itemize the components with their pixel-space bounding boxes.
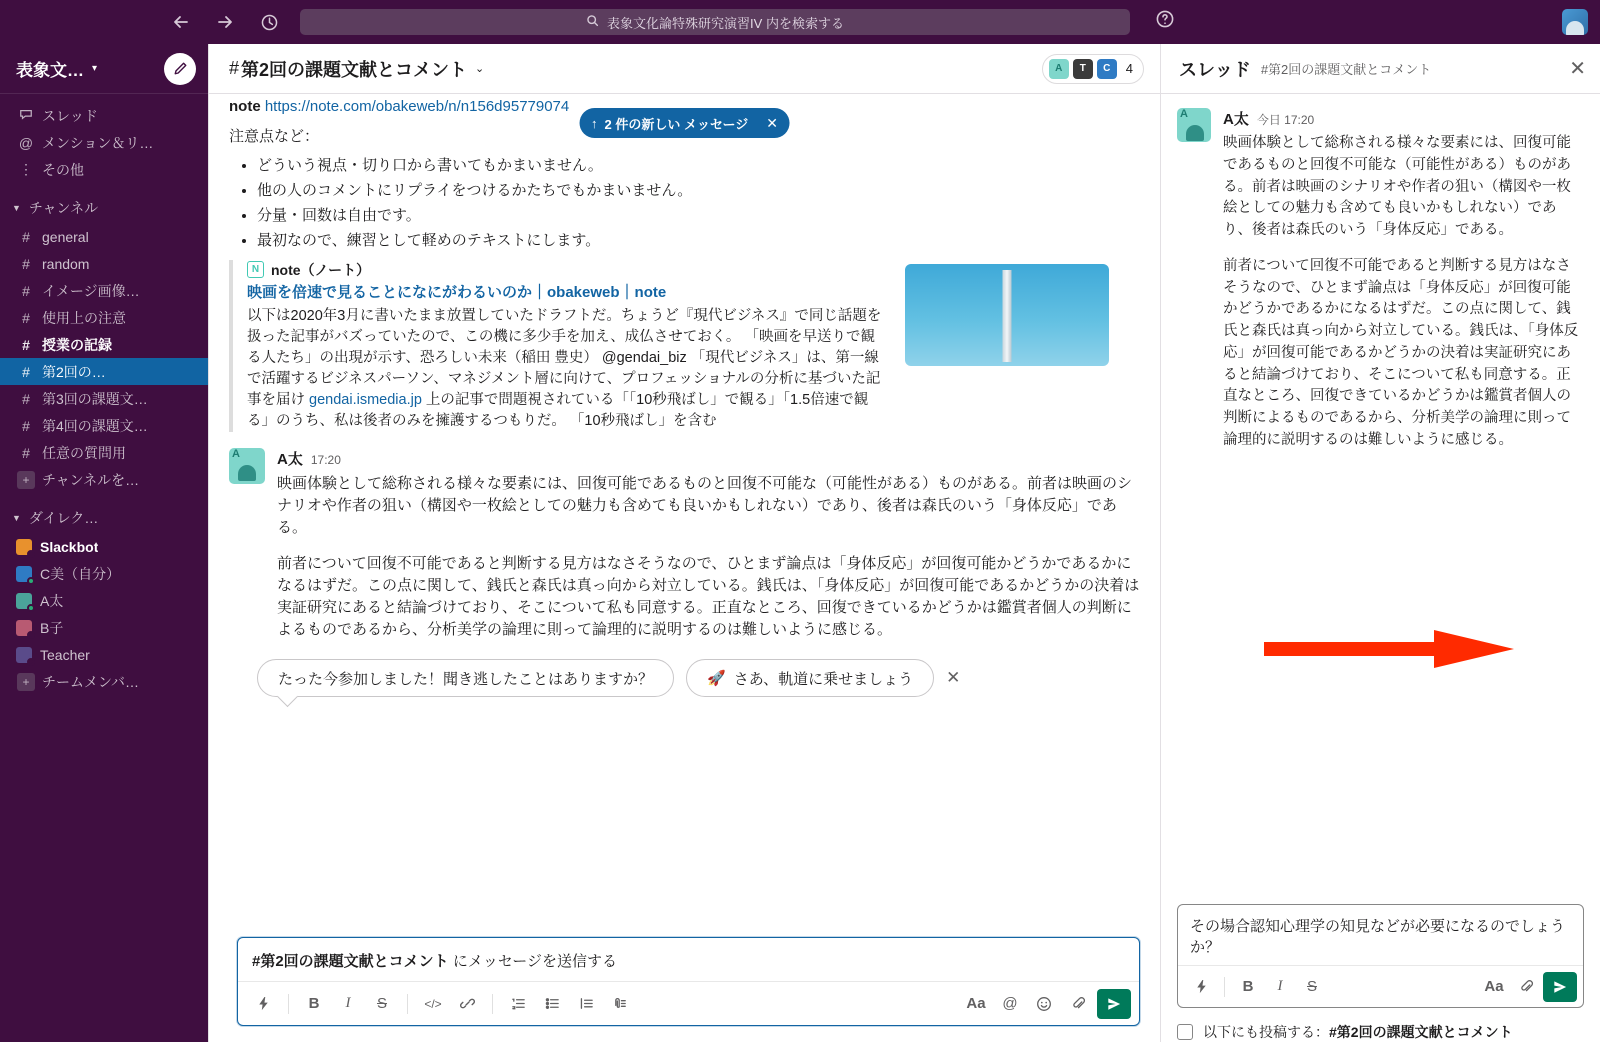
tower-shape [1003,270,1012,362]
sidebar-item-label: general [42,228,89,245]
app-body [0,44,1600,1042]
list-item: • 分量・回数は自由です。 [257,204,1140,225]
sidebar-item-label: A太 [40,592,64,609]
link-preview-thumbnail[interactable] [905,264,1109,366]
note-icon: N [247,261,264,278]
shortcuts-lightning-icon[interactable] [1186,972,1216,1002]
divider [1224,977,1225,997]
prompt-get-started[interactable] [686,659,934,697]
message-content [277,448,1140,641]
shortcuts-lightning-icon[interactable] [248,989,278,1019]
snippet-icon[interactable] [605,989,635,1019]
also-send-checkbox[interactable] [1177,1024,1193,1040]
description-part-2: 上の記事で問題視されている「「10秒飛ばし」で観る」「1.5倍速で観る」のうち、私は後者のみを擁護するつもりだ。 「10秒飛ばし」を含む [247,392,869,430]
attach-icon[interactable] [1063,989,1093,1019]
message-list[interactable] [209,94,1160,933]
channels-section-label: チャンネル [28,200,99,216]
also-send-to-channel-row[interactable] [1177,1022,1584,1042]
nav-buttons [170,11,280,33]
format-toggle-button[interactable]: Aa [1484,978,1504,995]
thread-header [1161,44,1600,94]
sidebar-item-label: 使用上の注意 [42,309,126,326]
history-clock-icon[interactable] [258,11,280,33]
italic-button[interactable]: I [345,995,351,1011]
message-timestamp: 17:20 [310,453,341,468]
help-icon[interactable] [1155,9,1175,35]
sidebar [0,44,208,1042]
sidebar-dm-teacher[interactable] [0,641,208,668]
attach-icon[interactable] [1511,972,1541,1002]
bold-button[interactable]: B [1242,978,1254,995]
hash-icon: # [22,417,30,434]
avatar [1049,59,1069,79]
message-paragraph: 映画体験として総称される様々な要素には、回復可能であるものと回復不可能な（可能性がある）ものがある。前者は映画のシナリオや作者の狙い（構図や一枚絵としての魅力も含めても良いかもしれない）であり、後者は森氏のいう「身体反応」である。 [1223,135,1571,238]
prompt-label: さあ、軌道に乗せましょう [733,670,914,688]
link-preview [229,260,1109,432]
sidebar-item-label: 第3回の課題文… [42,390,148,407]
thread-message-item [1177,108,1584,452]
notice-bullet-list [229,154,1140,250]
plus-icon: + [16,471,36,489]
channel-header [209,44,1160,94]
message-paragraph: 前者について回復不可能であると判断する見方はなさそうなので、ひとまず論点は「身体反応」が回復可能かどうかであるかになるはずだ。この点に関して、銭氏と森氏は真っ向から対立している。銭氏は、「身体反応」が回復可能であるかどうかの決着は実証研究にあると結論づけており、そこについて私も同意する。正直なところ、回復できているかどうかは鑑賞者個人の判断によるものであるから、分析美学の論理に則って論理的に説明するのは難しいように感じる。 [277,555,1140,639]
list-item: • どういう視点・切り口から書いてもかまいません。 [257,154,1140,175]
rocket-icon: 🚀 [707,670,726,688]
sidebar-channel-session2[interactable] [0,358,208,385]
thread-channel-name[interactable]: #第2回の課題文献とコメント [1260,62,1432,77]
message-author[interactable]: A太 [277,451,303,469]
more-vertical-icon: ⋮ [19,161,33,177]
sidebar-item-label: その他 [42,161,84,178]
avatar [16,566,32,582]
description-part-1: 以下は2020年3月に書いたまま放置していたドラフトだ。ちょうど『現代ビジネス』で同じ話題を扱った記事がバズっていたので、この機に多少手を加え、成仏させておく。 「映画を早送りで観る人たち」の出現が示す、恐ろしい未来（稲田 豊史） @gendai_biz 「現代ビジネス」は、第一線で活躍するビジネスパーソン、マネジメント層に向けて、プロフェッショナルの分析に基づいた記事を届け [247,308,882,409]
blockquote-icon[interactable] [571,989,601,1019]
strikethrough-button[interactable]: S [1306,978,1317,995]
italic-button[interactable]: I [1277,978,1283,994]
thread-message-list [1161,94,1600,886]
sidebar-item-more[interactable] [0,156,208,183]
message-header [277,448,1140,469]
prompt-label: たった今参加しました！聞き逃したことはありますか？ [278,670,654,688]
emoji-icon[interactable] [1029,989,1059,1019]
message-input[interactable] [238,938,1139,981]
sidebar-item-label: イメージ画像… [42,282,140,299]
sidebar-item-label: 授業の記録 [42,336,112,353]
hash-icon: # [22,228,30,245]
sidebar-item-label: 任意の質問用 [42,444,126,461]
workspace-header[interactable] [0,44,208,94]
sidebar-channel-usage-notes[interactable] [0,304,208,331]
message-link[interactable]: https://note.com/obakeweb/n/n156d95779074 [264,98,570,115]
chevron-down-icon: ⌄ [475,63,485,75]
close-icon[interactable]: ✕ [1569,58,1586,80]
hash-icon: # [229,58,240,78]
code-button[interactable]: </> [424,996,442,1011]
sidebar-item-label: random [42,255,90,272]
avatar-initial: C [1103,63,1111,74]
sidebar-item-label: 第2回の… [42,363,106,380]
dm-section-header[interactable] [0,503,208,533]
thread-reply-input[interactable] [1178,905,1583,965]
thread-panel [1160,44,1600,1042]
also-send-label-wrap [1203,1022,1513,1042]
link-preview-service [247,260,889,280]
thread-composer-toolbar [1178,965,1583,1007]
thread-send-button[interactable] [1543,972,1577,1002]
channels-section-header[interactable] [0,193,208,223]
hash-icon: # [22,282,30,299]
hash-icon: # [22,444,30,461]
divider [288,994,289,1014]
composer-toolbar [238,981,1139,1025]
link-preview-description [247,306,889,432]
composer-placeholder-rest: にメッセージを送信する [448,953,617,970]
sidebar-item-mentions[interactable] [0,129,208,156]
thread-reply-value: その場合認知心理学の知見などが必要になるのでしょうか？ [1190,918,1566,956]
sidebar-item-label: B子 [40,619,64,636]
sidebar-add-teammember[interactable] [0,668,208,695]
message-item [229,436,1140,643]
thread-title: スレッド [1179,59,1251,80]
plus-icon: + [16,673,36,691]
strikethrough-button[interactable]: S [376,995,387,1012]
close-icon[interactable]: ✕ [946,668,961,688]
link-preview-service-name: note（ノート） [271,261,371,278]
chevron-down-icon: ▼ [12,203,21,213]
chevron-down-icon: ▼ [12,513,21,523]
sidebar-item-label: メンション＆リ… [42,134,154,151]
close-icon[interactable]: ✕ [766,114,778,131]
forward-arrow-icon[interactable] [214,11,236,33]
sidebar-dm-self[interactable] [0,560,208,587]
channel-title[interactable] [229,56,484,82]
link-prefix: note [229,98,261,115]
sidebar-item-label: Slackbot [40,538,99,555]
sidebar-item-label: チームメンバ… [42,673,140,690]
sidebar-channel-general[interactable] [0,223,208,250]
workspace-name: 表象文… [16,61,84,80]
sidebar-item-label: C美（自分） [40,565,121,582]
bold-button[interactable]: B [308,995,320,1012]
message-author[interactable]: A太 [1223,111,1249,128]
message-paragraph: 映画体験として総称される様々な要素には、回復可能であるものと回復不可能な（可能性がある）ものがある。前者は映画のシナリオや作者の狙い（構図や一枚絵としての魅力も含めても良いかもしれない）であり、後者は森氏のいう「身体反応」である。 [277,475,1133,537]
avatar[interactable] [229,448,265,484]
search-icon [586,14,599,30]
prompt-just-joined[interactable] [257,659,674,697]
sidebar-channel-session4[interactable] [0,412,208,439]
message-paragraph: 前者について回復不可能であると判断する見方はなさそうなので、ひとまず論点は「身体反応」が回復可能かどうかであるかになるはずだ。この点に関して、銭氏と森氏は真っ向から対立している。銭氏は、「身体反応」が回復可能であるかどうかの決着は実証研究にあると結論づけており、そこについて私も同意する。正直なところ、回復できているかどうかは鑑賞者個人の判断によるものであるから、分析美学の論理に則って論理的に説明するのは難しいように感じる。 [1223,257,1579,448]
thread-composer[interactable] [1177,904,1584,1008]
members-count: 4 [1125,61,1133,76]
compose-button[interactable] [164,53,196,85]
thread-message-content [1223,108,1584,452]
send-button[interactable] [1097,989,1131,1019]
search-input[interactable] [300,9,1130,35]
threads-icon [16,107,36,124]
chevron-down-icon: ▾ [92,63,98,74]
user-avatar[interactable] [1562,9,1588,35]
avatar [16,593,32,609]
format-toggle-button[interactable]: Aa [966,995,986,1012]
description-link[interactable]: gendai.ismedia.jp [309,392,422,409]
link-preview-body [247,260,889,432]
sidebar-item-label: スレッド [42,107,98,124]
divider [492,994,493,1014]
hash-icon: # [22,336,30,353]
hash-icon: # [22,390,30,407]
hash-icon: # [22,363,30,380]
sidebar-dm-slackbot[interactable] [0,533,208,560]
suggested-prompts [229,643,1140,703]
sidebar-dm-b[interactable] [0,614,208,641]
sidebar-channel-questions[interactable] [0,439,208,466]
notice-label: 注意点など： [229,127,320,145]
avatar [1073,59,1093,79]
message-composer[interactable] [237,937,1140,1026]
at-icon: @ [18,134,34,151]
composer-placeholder-channel: #第2回の課題文献とコメント [252,953,449,970]
new-messages-banner[interactable] [579,108,790,138]
sidebar-dm-a[interactable] [0,587,208,614]
hash-icon: # [22,309,30,326]
list-item: • 他の人のコメントにリプライをつけるかたちでもかまいません。 [257,179,1140,200]
new-messages-label: 2 件の新しい メッセージ [604,116,749,132]
avatar [16,539,32,555]
list-item: • 最初なので、練習として軽めのテキストにします。 [257,229,1140,250]
message-timestamp: 今日 17:20 [1256,113,1315,127]
hash-icon: # [22,255,30,272]
sidebar-channel-session3[interactable] [0,385,208,412]
link-preview-title[interactable]: 映画を倍速で見ることになにがわるいのか｜obakeweb｜note [247,283,667,301]
composer-placeholder [252,953,617,970]
search-placeholder-text: 表象文化論特殊研究演習IV 内を検索する [607,15,844,31]
back-arrow-icon[interactable] [170,11,192,33]
channel-name: 第2回の課題文献とコメント [241,59,468,80]
thread-message-header [1223,108,1584,129]
also-send-channel: #第2回の課題文献とコメント [1329,1024,1513,1040]
sidebar-item-threads[interactable] [0,102,208,129]
sidebar-nav-list [0,94,208,695]
sidebar-item-label: Teacher [40,646,90,663]
mention-icon[interactable]: @ [1002,995,1018,1012]
up-arrow-icon: ↑ [591,115,598,131]
sidebar-add-channel[interactable] [0,466,208,493]
divider [407,994,408,1014]
clipped-message-top [229,94,1140,432]
main-panel [208,44,1160,1042]
sidebar-item-label: 第4回の課題文… [42,417,148,434]
bullet-list-icon[interactable] [537,989,567,1019]
avatar [1097,59,1117,79]
link-icon[interactable] [452,989,482,1019]
members-button[interactable] [1042,54,1144,84]
sidebar-item-label: チャンネルを… [42,471,140,488]
avatar-initial: T [1079,63,1086,74]
top-bar [0,0,1600,44]
avatar[interactable] [1177,108,1211,142]
sidebar-channel-images[interactable] [0,277,208,304]
sidebar-channel-class-record[interactable] [0,331,208,358]
sidebar-channel-random[interactable] [0,250,208,277]
avatar [16,647,32,663]
avatar-initial: A [1055,63,1063,74]
ordered-list-icon[interactable] [503,989,533,1019]
dm-section-label: ダイレク… [28,510,99,526]
avatar [16,620,32,636]
also-send-label: 以下にも投稿する： [1203,1024,1329,1040]
